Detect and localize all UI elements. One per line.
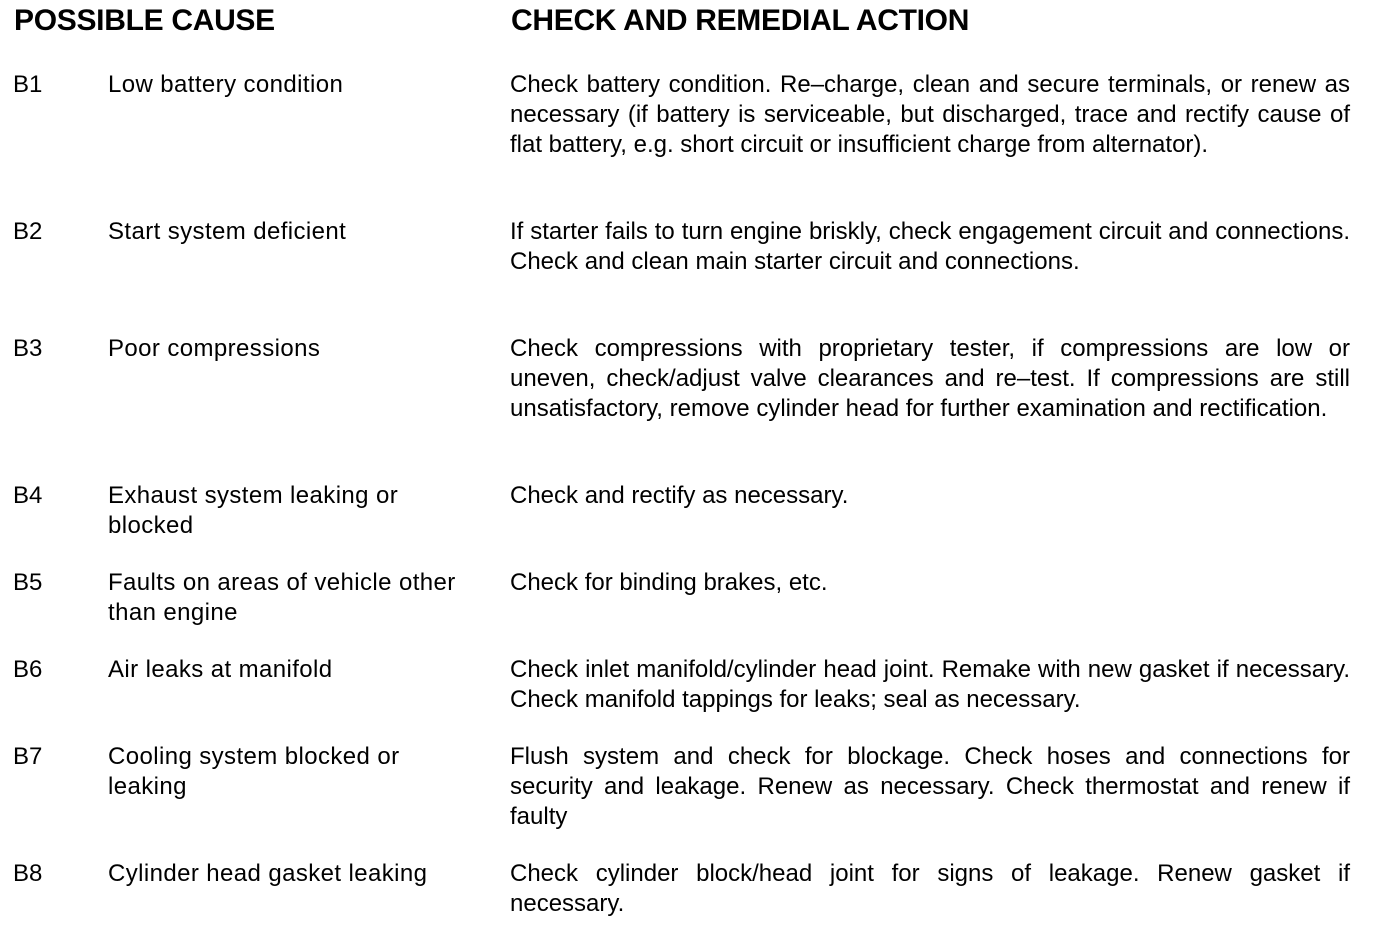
remedial-action-text: Flush system and check for blockage. Check hoses and connections for security and leakage. Renew as necessary. Check thermostat and renew if faulty: [510, 743, 1350, 830]
fault-code: B6: [13, 656, 43, 683]
fault-code: B1: [13, 71, 43, 98]
possible-cause-text: Exhaust system leaking or blocked: [108, 482, 399, 539]
remedial-action-text: Check battery condition. Re–charge, clean and secure terminals, or renew as necessary (if battery is serviceable, but discharged, trace and rectify cause of flat battery, e.g. short circuit or insufficient charge from alternator).: [510, 71, 1350, 158]
remedial-action-text: Check and rectify as necessary.: [510, 482, 849, 509]
fault-code: B2: [13, 218, 43, 245]
possible-cause-text: Cylinder head gasket leaking: [108, 860, 428, 887]
possible-cause-text: Faults on areas of vehicle other than engine: [108, 569, 456, 626]
remedial-action-text: If starter fails to turn engine briskly, check engagement circuit and connections. Check and clean main starter circuit and connections.: [510, 218, 1350, 275]
fault-code: B4: [13, 482, 43, 509]
remedial-action-text: Check compressions with proprietary tester, if compressions are low or uneven, check/adjust valve clearances and re–test. If compressions are still unsatisfactory, remove cylinder head for further examination and rectification.: [510, 335, 1350, 422]
possible-cause-text: Low battery condition: [108, 71, 344, 98]
fault-code: B5: [13, 569, 43, 596]
remedial-action-text: Check cylinder block/head joint for signs of leakage. Renew gasket if necessary.: [510, 860, 1350, 917]
possible-cause-text: Air leaks at manifold: [108, 656, 333, 683]
possible-cause-text: Poor compressions: [108, 335, 321, 362]
header-check-and-remedial-action: CHECK AND REMEDIAL ACTION: [511, 4, 970, 37]
possible-cause-text: Cooling system blocked or leaking: [108, 743, 400, 800]
remedial-action-text: Check inlet manifold/cylinder head joint. Remake with new gasket if necessary. Check manifold tappings for leaks; seal as necessary.: [510, 656, 1350, 713]
header-possible-cause: POSSIBLE CAUSE: [14, 4, 275, 37]
fault-code: B8: [13, 860, 43, 887]
fault-code: B3: [13, 335, 43, 362]
possible-cause-text: Start system deficient: [108, 218, 347, 245]
remedial-action-text: Check for binding brakes, etc.: [510, 569, 828, 596]
fault-code: B7: [13, 743, 43, 770]
